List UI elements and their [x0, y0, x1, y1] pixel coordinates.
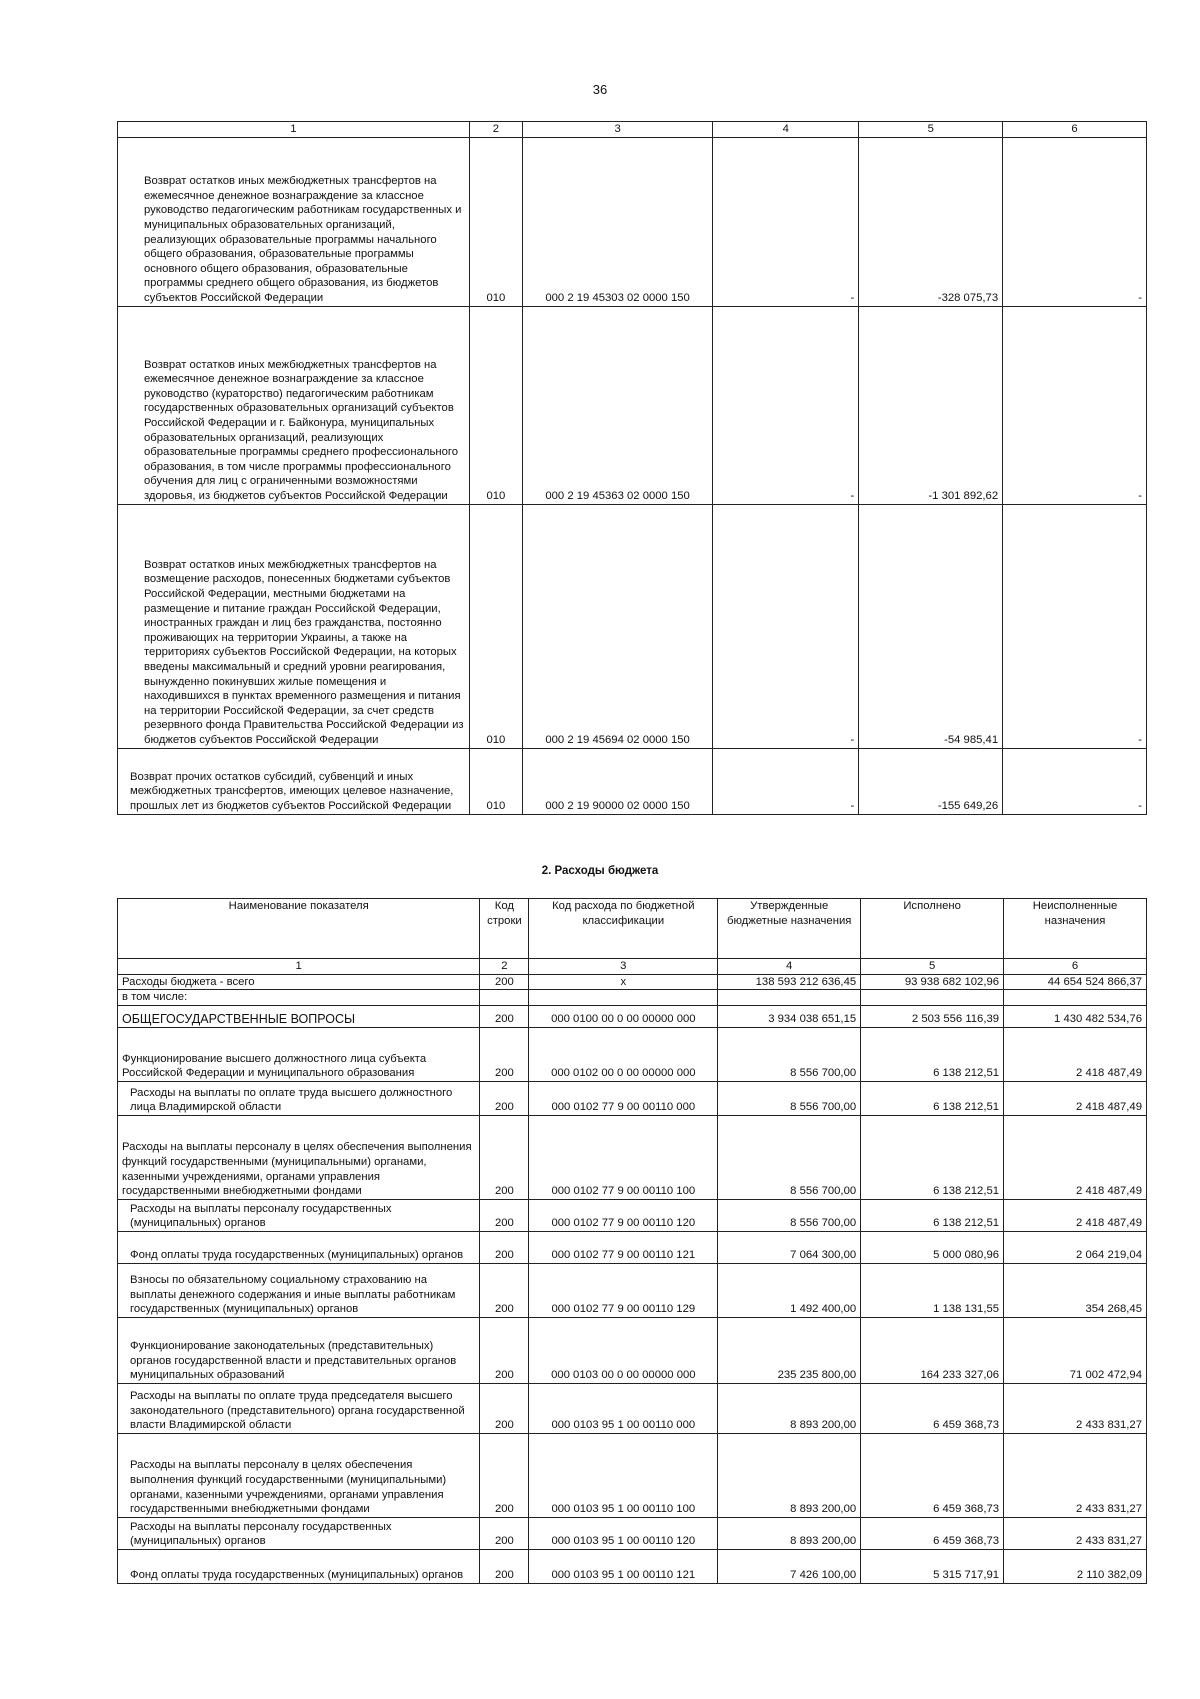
header-cell: Исполнено: [861, 899, 1004, 959]
row-classification: 000 2 19 45694 02 0000 150: [522, 504, 712, 748]
row-code: 200: [480, 1517, 529, 1549]
row-code: 200: [480, 1027, 529, 1081]
row-classification: 000 0102 77 9 00 00110 100: [529, 1115, 718, 1199]
row-col6: 2 110 382,09: [1004, 1549, 1147, 1583]
row-col5: 5 000 080,96: [861, 1231, 1004, 1263]
row-name: Фонд оплаты труда государственных (муниципальных) органов: [118, 1549, 480, 1583]
col-number: 6: [1003, 122, 1147, 138]
row-code: 200: [480, 1433, 529, 1517]
including-row: [118, 990, 1147, 1006]
row-classification: 000 0102 77 9 00 00110 129: [529, 1263, 718, 1317]
row-col4: 8 556 700,00: [718, 1199, 861, 1231]
row-col6: 2 418 487,49: [1004, 1115, 1147, 1199]
col-number: 1: [118, 959, 480, 975]
row-col4: 8 893 200,00: [718, 1517, 861, 1549]
table-row: [118, 1433, 1147, 1517]
table-row: [118, 1231, 1147, 1263]
header-cell: Утвержденные бюджетные назначения: [718, 899, 861, 959]
expense-table: [117, 898, 1147, 1584]
row-col6: -: [1003, 137, 1147, 306]
row-code: 010: [469, 748, 522, 814]
row-name: Расходы на выплаты по оплате труда председателя высшего законодательного (представительного) органа государственной власти Владимирской области: [118, 1383, 480, 1433]
row-name: Расходы на выплаты персоналу государственных (муниципальных) органов: [118, 1517, 480, 1549]
row-col4: 8 556 700,00: [718, 1115, 861, 1199]
header-cell: Код расхода по бюджетной классификации: [529, 899, 718, 959]
col-number: 4: [718, 959, 861, 975]
total-row: [118, 974, 1147, 990]
col-number: 3: [522, 122, 712, 138]
empty-cell: [718, 990, 861, 1006]
row-col4: -: [713, 504, 859, 748]
row-col5: 2 503 556 116,39: [861, 1005, 1004, 1027]
row-classification: x: [529, 974, 718, 990]
row-col6: 2 433 831,27: [1004, 1383, 1147, 1433]
table-row: [118, 1081, 1147, 1115]
section-title: 2. Расходы бюджета: [541, 865, 659, 877]
col-number: 3: [529, 959, 718, 975]
including-label: в том числе:: [118, 990, 480, 1006]
row-col6: 2 433 831,27: [1004, 1517, 1147, 1549]
row-col6: 44 654 524 866,37: [1004, 974, 1147, 990]
col-number: 4: [713, 122, 859, 138]
row-code: 200: [480, 1199, 529, 1231]
row-classification: 000 2 19 45363 02 0000 150: [522, 306, 712, 504]
row-name: Расходы на выплаты персоналу государственных (муниципальных) органов: [118, 1199, 480, 1231]
row-col6: -: [1003, 504, 1147, 748]
row-col4: -: [713, 306, 859, 504]
header-row: [118, 899, 1147, 959]
empty-cell: [861, 990, 1004, 1006]
row-name: ОБЩЕГОСУДАРСТВЕННЫЕ ВОПРОСЫ: [118, 1005, 480, 1027]
empty-cell: [529, 990, 718, 1006]
col-number: 1: [118, 122, 470, 138]
row-classification: 000 0103 00 0 00 00000 000: [529, 1317, 718, 1383]
header-cell: Наименование показателя: [118, 899, 480, 959]
row-col6: -: [1003, 306, 1147, 504]
table-row: [118, 1005, 1147, 1027]
header-cell: Неисполненные назначения: [1004, 899, 1147, 959]
row-col5: -155 649,26: [859, 748, 1003, 814]
row-code: 200: [480, 1005, 529, 1027]
revenue-returns-table: [117, 121, 1147, 815]
table-row: [118, 306, 1147, 504]
row-col4: -: [713, 748, 859, 814]
row-name: Расходы бюджета - всего: [118, 974, 480, 990]
table-row: [118, 137, 1147, 306]
column-number-row: [118, 959, 1147, 975]
row-col5: 164 233 327,06: [861, 1317, 1004, 1383]
row-classification: 000 0103 95 1 00 00110 000: [529, 1383, 718, 1433]
row-classification: 000 0102 77 9 00 00110 000: [529, 1081, 718, 1115]
row-col5: 6 138 212,51: [861, 1081, 1004, 1115]
row-code: 200: [480, 1231, 529, 1263]
table-row: [118, 1317, 1147, 1383]
row-col5: 6 459 368,73: [861, 1433, 1004, 1517]
empty-cell: [480, 990, 529, 1006]
row-col6: 354 268,45: [1004, 1263, 1147, 1317]
row-col4: 8 556 700,00: [718, 1027, 861, 1081]
row-col6: 2 433 831,27: [1004, 1433, 1147, 1517]
table-row: [118, 1549, 1147, 1583]
row-code: 200: [480, 1549, 529, 1583]
row-classification: 000 2 19 90000 02 0000 150: [522, 748, 712, 814]
table-row: [118, 504, 1147, 748]
row-col6: 2 064 219,04: [1004, 1231, 1147, 1263]
empty-cell: [1004, 990, 1147, 1006]
row-col4: 138 593 212 636,45: [718, 974, 861, 990]
row-classification: 000 0103 95 1 00 00110 121: [529, 1549, 718, 1583]
row-code: 200: [480, 1263, 529, 1317]
header-cell: Код строки: [480, 899, 529, 959]
row-classification: 000 0103 95 1 00 00110 120: [529, 1517, 718, 1549]
row-col5: 1 138 131,55: [861, 1263, 1004, 1317]
row-col5: -54 985,41: [859, 504, 1003, 748]
row-name: Функционирование законодательных (представительных) органов государственной власти и представительных органов муниципальных образований: [118, 1317, 480, 1383]
row-col4: 8 893 200,00: [718, 1383, 861, 1433]
row-code: 010: [469, 306, 522, 504]
row-col5: 5 315 717,91: [861, 1549, 1004, 1583]
row-classification: 000 0100 00 0 00 00000 000: [529, 1005, 718, 1027]
row-col4: 3 934 038 651,15: [718, 1005, 861, 1027]
row-col6: -: [1003, 748, 1147, 814]
row-name: Фонд оплаты труда государственных (муниципальных) органов: [118, 1231, 480, 1263]
col-number: 2: [480, 959, 529, 975]
table-row: [118, 1115, 1147, 1199]
row-name: Расходы на выплаты персоналу в целях обеспечения выполнения функций государственными (муниципальными) органами, казенными учреждениями, органами управления государственными внебюджетными фондами: [118, 1115, 480, 1199]
row-classification: 000 0102 77 9 00 00110 120: [529, 1199, 718, 1231]
table-row: [118, 1517, 1147, 1549]
row-col5: -328 075,73: [859, 137, 1003, 306]
col-number: 6: [1004, 959, 1147, 975]
row-col4: 8 556 700,00: [718, 1081, 861, 1115]
row-name: Возврат остатков иных межбюджетных трансфертов на ежемесячное денежное вознаграждение за классное руководство (кураторство) педагогическим работникам государственных образовательных организаций субъектов Российской Федерации и г. Байконура, муниципальных образовательных организаций, реализующих образовательные программы среднего профессионального образования, в том числе программы профессионального обучения для лиц с ограниченными возможностями здоровья, из бюджетов субъектов Российской Федерации: [118, 306, 470, 504]
table-row: [118, 1027, 1147, 1081]
col-number: 5: [859, 122, 1003, 138]
row-col4: 7 064 300,00: [718, 1231, 861, 1263]
row-col6: 2 418 487,49: [1004, 1027, 1147, 1081]
row-col5: 6 138 212,51: [861, 1027, 1004, 1081]
row-col4: 235 235 800,00: [718, 1317, 861, 1383]
row-name: Возврат прочих остатков субсидий, субвенций и иных межбюджетных трансфертов, имеющих целевое назначение, прошлых лет из бюджетов субъектов Российской Федерации: [118, 748, 470, 814]
row-col6: 2 418 487,49: [1004, 1199, 1147, 1231]
row-name: Возврат остатков иных межбюджетных трансфертов на ежемесячное денежное вознаграждение за классное руководство педагогическим работникам государственных и муниципальных образовательных организаций, реализующих образовательные программы начального общего образования, образовательные программы основного общего образования, образовательные программы среднего общего образования, из бюджетов субъектов Российской Федерации: [118, 137, 470, 306]
column-number-row: [118, 122, 1147, 138]
row-code: 200: [480, 1081, 529, 1115]
col-number: 2: [469, 122, 522, 138]
page-number: 36: [592, 82, 608, 97]
row-code: 200: [480, 1317, 529, 1383]
row-code: 200: [480, 974, 529, 990]
row-col5: 93 938 682 102,96: [861, 974, 1004, 990]
row-name: Взносы по обязательному социальному страхованию на выплаты денежного содержания и иные выплаты работникам государственных (муниципальных) органов: [118, 1263, 480, 1317]
row-name: Функционирование высшего должностного лица субъекта Российской Федерации и муниципального образования: [118, 1027, 480, 1081]
row-name: Возврат остатков иных межбюджетных трансфертов на возмещение расходов, понесенных бюджетами субъектов Российской Федерации, местными бюджетами на размещение и питание граждан Российской Федерации, иностранных граждан и лиц без гражданства, постоянно проживающих на территории Украины, а также на территориях субъектов Российской Федерации, на которых введены максимальный и средний уровни реагирования, вынужденно покинувших жилые помещения и находившихся в пунктах временного размещения и питания на территории Российской Федерации, за счет средств резервного фонда Правительства Российской Федерации из бюджетов субъектов Российской Федерации: [118, 504, 470, 748]
row-classification: 000 0102 77 9 00 00110 121: [529, 1231, 718, 1263]
row-col4: 8 893 200,00: [718, 1433, 861, 1517]
row-code: 010: [469, 137, 522, 306]
row-col4: 1 492 400,00: [718, 1263, 861, 1317]
row-name: Расходы на выплаты персоналу в целях обеспечения выполнения функций государственными (муниципальными) органами, казенными учреждениями, органами управления государственными внебюджетными фондами: [118, 1433, 480, 1517]
table-row: [118, 1199, 1147, 1231]
table-row: [118, 1263, 1147, 1317]
table-row: [118, 1383, 1147, 1433]
col-number: 5: [861, 959, 1004, 975]
row-classification: 000 2 19 45303 02 0000 150: [522, 137, 712, 306]
row-col5: 6 459 368,73: [861, 1383, 1004, 1433]
row-col6: 2 418 487,49: [1004, 1081, 1147, 1115]
row-col6: 1 430 482 534,76: [1004, 1005, 1147, 1027]
row-col5: 6 459 368,73: [861, 1517, 1004, 1549]
row-classification: 000 0102 00 0 00 00000 000: [529, 1027, 718, 1081]
row-classification: 000 0103 95 1 00 00110 100: [529, 1433, 718, 1517]
row-name: Расходы на выплаты по оплате труда высшего должностного лица Владимирской области: [118, 1081, 480, 1115]
table-row: [118, 748, 1147, 814]
row-code: 200: [480, 1115, 529, 1199]
row-code: 010: [469, 504, 522, 748]
row-col6: 71 002 472,94: [1004, 1317, 1147, 1383]
row-code: 200: [480, 1383, 529, 1433]
row-col4: 7 426 100,00: [718, 1549, 861, 1583]
row-col4: -: [713, 137, 859, 306]
row-col5: -1 301 892,62: [859, 306, 1003, 504]
row-col5: 6 138 212,51: [861, 1115, 1004, 1199]
row-col5: 6 138 212,51: [861, 1199, 1004, 1231]
